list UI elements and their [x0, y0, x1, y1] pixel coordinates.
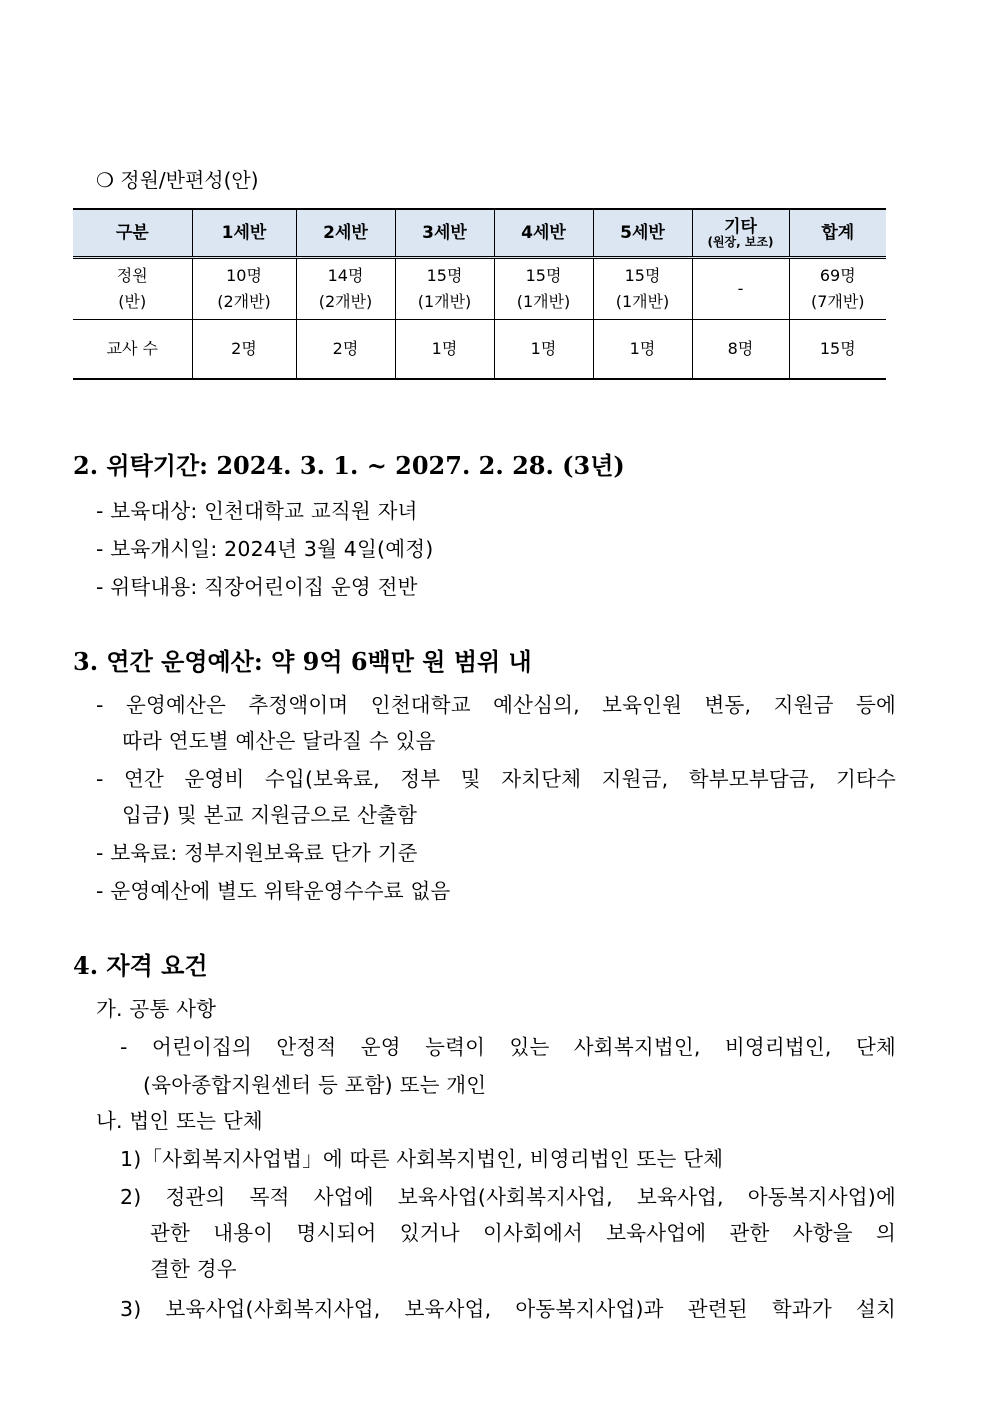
quota-count: 10명	[226, 266, 262, 285]
section4-b2-line2: 관한 내용이 명시되어 있거나 이사회에서 보육사업에 관한 사항을 의	[150, 1221, 896, 1245]
header-etc	[692, 209, 789, 258]
section4-b1: 1)「사회복지사업법」에 따른 사회복지법인, 비영리법인 또는 단체	[120, 1147, 724, 1171]
quota-class4	[494, 258, 593, 320]
quota-class2	[296, 258, 395, 320]
teacher-class4: 1명	[494, 320, 593, 380]
quota-label	[73, 258, 192, 320]
section4-sub-a-line1: - 어린이집의 안정적 운영 능력이 있는 사회복지법인, 비영리법인, 단체	[120, 1035, 896, 1059]
quota-classes: (1개반)	[615, 292, 670, 311]
quota-count: 15명	[426, 266, 463, 285]
table-header-row	[73, 209, 886, 258]
quota-class3	[395, 258, 494, 320]
quota-classes: (7개반)	[810, 292, 865, 311]
quota-count: 69명	[819, 266, 856, 285]
section4-sub-a-line2: (육아종합지원센터 등 포함) 또는 개인	[143, 1073, 487, 1097]
section3-item1-line2: 따라 연도별 예산은 달라질 수 있음	[122, 729, 436, 753]
header-class3: 3세반	[395, 209, 494, 258]
section3-item3: - 보육료: 정부지원보육료 단가 기준	[96, 841, 418, 865]
teacher-etc: 8명	[692, 320, 789, 380]
section4-sub-b: 나. 법인 또는 단체	[96, 1109, 263, 1133]
section3-title: 3. 연간 운영예산: 약 9억 6백만 원 범위 내	[73, 647, 532, 676]
section3-item4: - 운영예산에 별도 위탁운영수수료 없음	[96, 879, 451, 903]
quota-label-2: (반)	[118, 292, 147, 311]
roster-heading: ❍ 정원/반편성(안)	[96, 168, 259, 192]
header-class1: 1세반	[192, 209, 296, 258]
section4-title: 4. 자격 요건	[73, 951, 208, 980]
header-class4: 4세반	[494, 209, 593, 258]
header-etc-main: 기타	[724, 216, 757, 237]
header-etc-sub: (원장, 보조)	[707, 234, 774, 249]
section4-b2-line1: 2) 정관의 목적 사업에 보육사업(사회복지사업, 보육사업, 아동복지사업)에	[120, 1185, 896, 1209]
quota-classes: (1개반)	[417, 292, 472, 311]
section2-item-content: - 위탁내용: 직장어린이집 운영 전반	[96, 575, 418, 599]
section4-b2-line3: 결한 경우	[150, 1257, 237, 1281]
section3-item2-line2: 입금) 및 본교 지원금으로 산출함	[122, 803, 418, 827]
teacher-total: 15명	[789, 320, 886, 380]
quota-classes: (2개반)	[217, 292, 271, 311]
quota-classes: (2개반)	[318, 292, 373, 311]
header-class5: 5세반	[593, 209, 692, 258]
section3-item2-line1: - 연간 운영비 수입(보육료, 정부 및 자치단체 지원금, 학부모부담금, 기타수	[96, 767, 896, 791]
quota-count: 14명	[327, 266, 364, 285]
section2-title: 2. 위탁기간: 2024. 3. 1. ~ 2027. 2. 28. (3년)	[73, 451, 625, 480]
quota-total	[789, 258, 886, 320]
quota-label-1: 정원	[116, 266, 148, 285]
quota-class1	[192, 258, 296, 320]
section2-item-start: - 보육개시일: 2024년 3월 4일(예정)	[96, 537, 434, 561]
teacher-label: 교사 수	[73, 320, 192, 380]
quota-class5	[593, 258, 692, 320]
section3-item1-line1: - 운영예산은 추정액이며 인천대학교 예산심의, 보육인원 변동, 지원금 등에	[96, 693, 896, 717]
section4-sub-a: 가. 공통 사항	[96, 997, 217, 1021]
section4-b3-line1: 3) 보육사업(사회복지사업, 보육사업, 아동복지사업)과 관련된 학과가 설치	[120, 1297, 896, 1321]
table-row	[73, 258, 886, 320]
quota-etc: -	[692, 258, 789, 320]
header-total: 합계	[789, 209, 886, 258]
teacher-class1: 2명	[192, 320, 296, 380]
quota-classes: (1개반)	[516, 292, 571, 311]
quota-count: 15명	[525, 266, 562, 285]
teacher-class3: 1명	[395, 320, 494, 380]
header-category: 구분	[73, 209, 192, 258]
teacher-class5: 1명	[593, 320, 692, 380]
section2-item-target: - 보육대상: 인천대학교 교직원 자녀	[96, 499, 418, 523]
teacher-class2: 2명	[296, 320, 395, 380]
header-class2: 2세반	[296, 209, 395, 258]
quota-count: 15명	[624, 266, 661, 285]
table-row	[73, 320, 886, 380]
roster-table	[73, 208, 886, 380]
